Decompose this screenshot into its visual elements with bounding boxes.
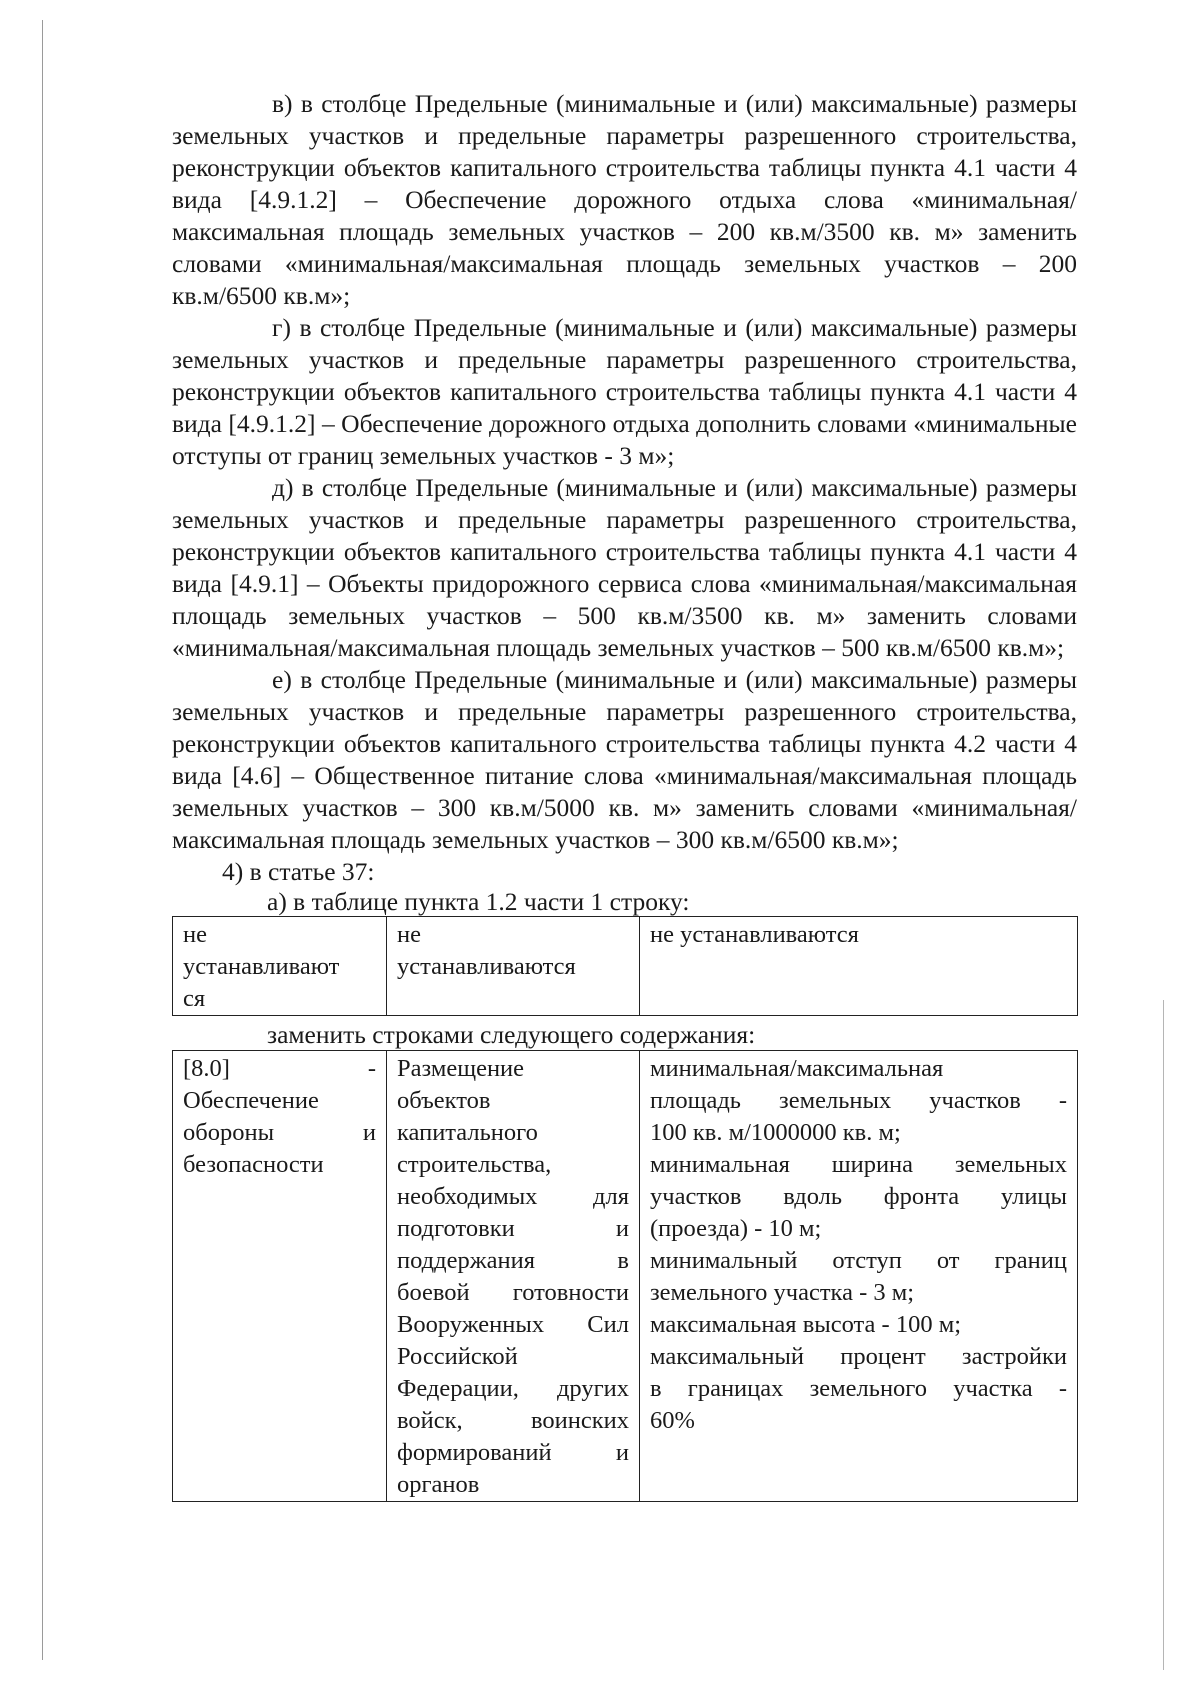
old-cell-code: не устанавливают ся [173,917,387,1016]
paragraph-v: в) в столбце Предельные (минимальные и (или) максимальные) размеры земельных участков и предельные параметры разрешенного строительства, реконструкции объектов капитального строительства таблицы пункта 4.1 части 4 вида [4.9.1.2] – Обеспечение дорожного отдыха слова «минимальная/максимальная площадь земельных участков – 200 кв.м/3500 кв. м» заменить словами «минимальная/максимальная площадь земельных участков – 200 кв.м/6500 кв.м»; [172,89,1077,310]
new-cell-parameters: минимальная/максимальная площадь земельных участков - 100 кв. м/1000000 кв. м; минимальная ширина земельных участков вдоль фронта улицы (проезда) - 10 м; минимальный отступ от границ земельного участка - 3 м; максимальная высота - 100 м; максимальный процент застройки в границах земельного участка - 60% [640,1051,1078,1502]
item-4-heading: 4) в статье 37: [222,857,375,886]
new-cell-code: [8.0] - Обеспечение обороны и безопасности [173,1051,387,1502]
replace-instruction: заменить строками следующего содержания: [267,1020,756,1049]
scan-edge-right [1163,1000,1164,1670]
old-cell-parameters: не устанавливаются [640,917,1078,1016]
paragraph-d: д) в столбце Предельные (минимальные и (или) максимальные) размеры земельных участков и предельные параметры разрешенного строительства, реконструкции объектов капитального строительства таблицы пункта 4.1 части 4 вида [4.9.1] – Объекты придорожного сервиса слова «минимальная/максимальная площадь земельных участков – 500 кв.м/3500 кв. м» заменить словами «минимальная/максимальная площадь земельных участков – 500 кв.м/6500 кв.м»; [172,473,1077,662]
table-row [173,1051,1078,1502]
table-new-row [172,1050,1078,1502]
scan-edge-left [42,20,43,1660]
new-cell-description: Размещение объектов капитального строительства, необходимых для подготовки и поддержания в боевой готовности Вооруженных Сил Российской Федерации, других войск, воинских формирований и органов [387,1051,640,1502]
item-4a-heading: а) в таблице пункта 1.2 части 1 строку: [267,887,690,916]
old-cell-description: не устанавливаются [387,917,640,1016]
document-body [172,88,1077,1502]
table-row [173,917,1078,1016]
paragraph-g: г) в столбце Предельные (минимальные и (или) максимальные) размеры земельных участков и предельные параметры разрешенного строительства, реконструкции объектов капитального строительства таблицы пункта 4.1 части 4 вида [4.9.1.2] – Обеспечение дорожного отдыха дополнить словами «минимальные отступы от границ земельных участков - 3 м»; [172,313,1077,470]
paragraph-e: е) в столбце Предельные (минимальные и (или) максимальные) размеры земельных участков и предельные параметры разрешенного строительства, реконструкции объектов капитального строительства таблицы пункта 4.2 части 4 вида [4.6] – Общественное питание слова «минимальная/максимальная площадь земельных участков – 300 кв.м/5000 кв. м» заменить словами «минимальная/максимальная площадь земельных участков – 300 кв.м/6500 кв.м»; [172,665,1077,854]
table-old-row [172,916,1078,1016]
